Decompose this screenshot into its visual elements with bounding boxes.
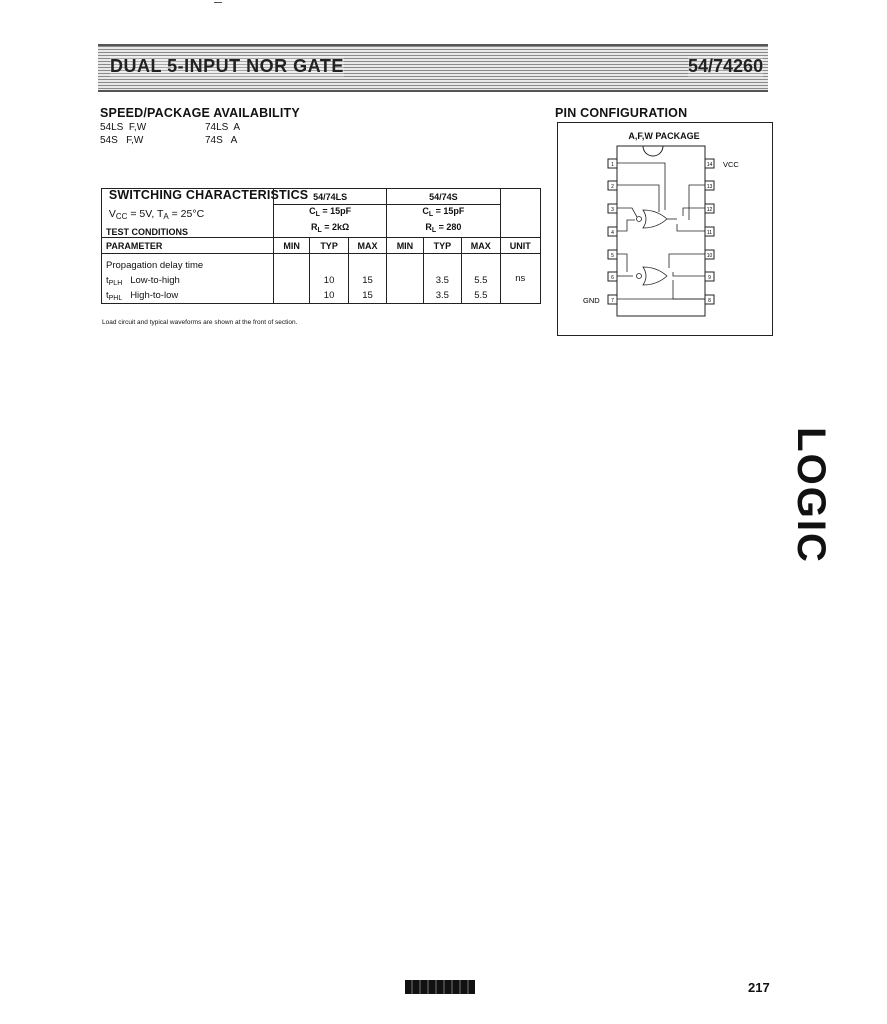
cell [423, 254, 461, 274]
cell [462, 254, 500, 274]
s-rl-val: = 280 [436, 222, 462, 232]
plh-sub: PLH [108, 279, 123, 287]
pin-5: 5 [611, 253, 614, 259]
speed-package-heading: SPEED/PACKAGE AVAILABILITY [100, 106, 300, 120]
cell [387, 288, 423, 304]
col-unit: UNIT [500, 238, 540, 254]
plh-desc: Low-to-high [130, 274, 180, 286]
pin-9: 9 [708, 275, 711, 281]
gate-2-wiring [617, 254, 705, 299]
vcc-pin-label: VCC [723, 160, 739, 169]
cell [387, 273, 423, 288]
table-row [102, 189, 541, 205]
table-row [102, 273, 541, 288]
table-row [102, 254, 541, 274]
signetics-logo [405, 980, 475, 994]
s-rl-main: R [425, 222, 432, 232]
switching-heading: SWITCHING CHARACTERISTICS [108, 188, 309, 202]
table-row [102, 288, 541, 304]
ls-cl-val: = 15pF [319, 206, 352, 216]
group-s-header: 54/74S [387, 189, 500, 205]
part-number: 54/74260 [688, 56, 764, 76]
ta-value: = 25°C [168, 208, 205, 220]
pin-2: 2 [611, 184, 614, 190]
unit-value: ns [500, 254, 540, 304]
pin-12: 12 [706, 207, 713, 213]
s-cl-val: = 15pF [433, 206, 465, 216]
param-phl [102, 288, 274, 304]
phl-ls-typ: 10 [310, 288, 348, 304]
group-ls-header: 54/74LS [273, 189, 386, 205]
cell [273, 288, 309, 304]
page-number: 217 [748, 980, 770, 995]
col-ls-typ: TYP [310, 238, 348, 254]
pin-6: 6 [611, 275, 614, 281]
page-title: DUAL 5-INPUT NOR GATE [110, 56, 344, 76]
phl-desc: High-to-low [130, 289, 179, 301]
speed-row-2-right: 74S A [205, 135, 238, 146]
ls-rl-val: = 2kΩ [321, 222, 350, 232]
s-rl-sub: L [431, 227, 437, 234]
phl-sub: PHL [108, 294, 123, 302]
pin-14: 14 [706, 162, 713, 168]
pin-config-heading: PIN CONFIGURATION [555, 106, 688, 120]
pin-13: 13 [706, 184, 713, 190]
plh-s-max: 5.5 [462, 273, 500, 288]
speed-row-1-right: 74LS A [205, 122, 241, 133]
s-conditions [387, 205, 500, 238]
pin-8: 8 [708, 298, 711, 304]
phl-sym: t [106, 289, 109, 301]
side-tab-label: LOGIC [788, 426, 833, 564]
speed-row-1-left: 54LS F,W [100, 122, 147, 133]
top-mark [214, 2, 222, 3]
ls-rl-sub: L [317, 227, 322, 234]
cell [387, 254, 423, 274]
phl-ls-max: 15 [348, 288, 386, 304]
package-label: A,F,W PACKAGE [628, 131, 700, 141]
col-s-typ: TYP [423, 238, 461, 254]
plh-ls-typ: 10 [310, 273, 348, 288]
plh-ls-max: 15 [348, 273, 386, 288]
switching-table [101, 188, 541, 304]
table-note: Load circuit and typical waveforms are shown at the front of section. [102, 319, 298, 326]
vcc-value: = 5V, T [127, 208, 164, 220]
pin-1: 1 [611, 162, 614, 168]
param-title: Propagation delay time [102, 254, 274, 274]
gnd-pin-label: GND [583, 296, 600, 305]
ls-rl-main: R [310, 222, 318, 232]
ta-sub: A [163, 212, 169, 221]
ls-cl-sub: L [315, 211, 320, 218]
test-conditions-label: TEST CONDITIONS [102, 189, 274, 238]
col-ls-max: MAX [348, 238, 386, 254]
col-s-max: MAX [462, 238, 500, 254]
unit-blank-cell [500, 189, 540, 238]
speed-row-2-left: 54S F,W [100, 135, 144, 146]
pin-11: 11 [706, 230, 713, 236]
pin-10: 10 [706, 253, 713, 259]
ls-conditions [273, 205, 386, 238]
col-s-min: MIN [387, 238, 423, 254]
cell [310, 254, 348, 274]
side-tab [770, 426, 850, 564]
pin-7: 7 [611, 298, 614, 304]
phl-s-max: 5.5 [462, 288, 500, 304]
ls-cl-main: C [309, 206, 316, 216]
pin-3: 3 [611, 207, 614, 213]
phl-s-typ: 3.5 [423, 288, 461, 304]
vcc-sub: CC [115, 212, 128, 221]
s-cl-main: C [422, 206, 429, 216]
col-parameter: PARAMETER [102, 238, 274, 254]
vcc-label: V [108, 208, 116, 220]
cell [348, 254, 386, 274]
s-cl-sub: L [428, 211, 434, 218]
plh-sym: t [106, 274, 109, 286]
pin-diagram [557, 140, 771, 320]
cell [273, 254, 309, 274]
col-ls-min: MIN [273, 238, 309, 254]
table-header-row [102, 238, 541, 254]
cell [273, 273, 309, 288]
param-plh [102, 273, 274, 288]
pin-4: 4 [611, 230, 614, 236]
gate-1-wiring [617, 163, 705, 231]
plh-s-typ: 3.5 [423, 273, 461, 288]
